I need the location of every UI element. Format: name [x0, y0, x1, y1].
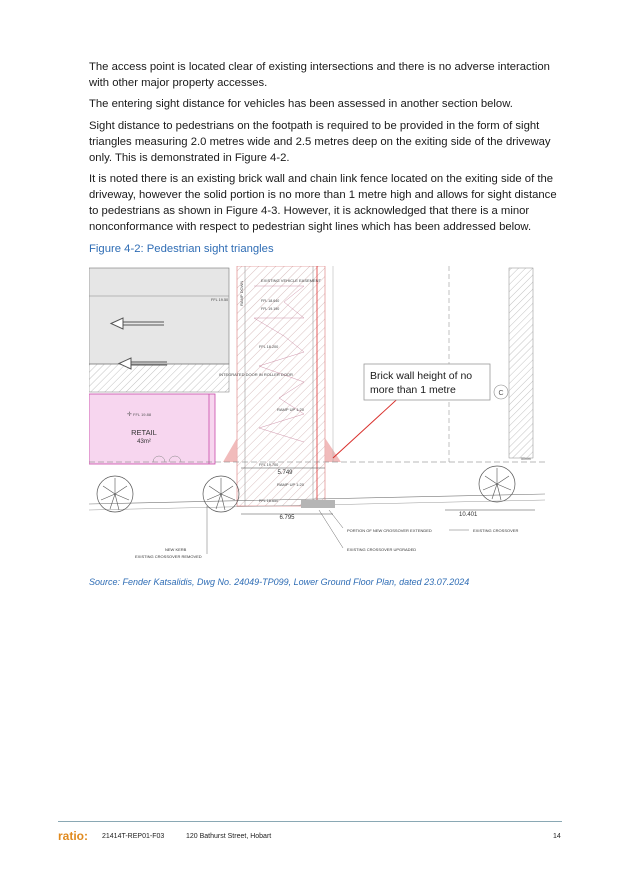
svg-text:✛: ✛ [127, 412, 133, 418]
body-paragraph-2: The entering sight distance for vehicles has been assessed in another section below. [89, 98, 513, 110]
site-plan-drawing [89, 266, 545, 570]
crossover-strip [301, 500, 335, 508]
dimension-5749: 5.749 [277, 470, 293, 476]
body-paragraph-1: The access point is located clear of existing intersections and there is no adverse interaction with other major property accesses. [89, 61, 550, 89]
figure-title: Figure 4-2: Pedestrian sight triangles [89, 243, 274, 255]
document-reference: 21414T-REP01-F03 [102, 833, 165, 840]
existing-upgraded-label: EXISTING CROSSOVER UPGRADED [347, 547, 417, 552]
street-tree-middle [203, 476, 239, 512]
existing-removed-label: EXISTING CROSSOVER REMOVED [135, 554, 202, 559]
callout-text-line-2: more than 1 metre [370, 384, 456, 396]
column-marker-label: C [498, 390, 504, 397]
adjacent-building [509, 268, 533, 458]
level-tag-4: FFL 19.700 [259, 463, 279, 467]
easement-label: EXISTING VEHICLE EASEMENT [261, 278, 322, 283]
new-kerb-label: NEW KERB [165, 547, 187, 552]
level-tag-5: FFL 18.650 [259, 499, 279, 503]
ramp-up-label-2: RAMP UP 1:20 [277, 482, 304, 487]
roller-door-zone [89, 364, 229, 392]
figure-source: Source: Fender Katsalidis, Dwg No. 24049-TP099, Lower Ground Floor Plan, dated 23.07.2024 [89, 577, 470, 587]
retail-label: RETAIL [131, 428, 157, 437]
level-tag-2: FFL 19.50 [211, 298, 229, 302]
level-tag-3: FFL 18.200 [259, 345, 279, 349]
dimension-6795: 6.795 [279, 515, 295, 521]
level-tag-6: FFL 18.640 [261, 299, 280, 303]
footer-divider [58, 821, 562, 822]
street-tree-right [479, 466, 515, 502]
project-address: 120 Bathurst Street, Hobart [186, 833, 272, 840]
level-tag-7: FFL 19.190 [261, 307, 280, 311]
right-tag: 50mm [521, 457, 531, 461]
portion-new-label: PORTION OF NEW CROSSOVER EXTENDED [347, 528, 432, 533]
dimension-10401: 10.401 [459, 512, 478, 518]
street-tree-left [97, 476, 133, 512]
existing-building-block [89, 268, 229, 364]
ramp-up-label-1: RAMP UP 1:20 [277, 407, 304, 412]
integrated-door-label: INTEGRATED DOOR IN ROLLER DOOR [219, 372, 293, 377]
page-number: 14 [553, 833, 561, 840]
company-logo: ratio: [58, 829, 88, 843]
callout-leader-line [333, 392, 405, 458]
existing-crossover-label: EXISTING CROSSOVER [473, 528, 519, 533]
level-tag: FFL 19.88 [133, 412, 152, 417]
callout-text-line-1: Brick wall height of no [370, 370, 473, 382]
site-plan-figure [89, 266, 545, 570]
retail-area-label: 43m² [137, 439, 151, 445]
body-paragraph-3: Sight distance to pedestrians on the footpath is required to be provided in the form of sight triangles measuring 2.0 metres wide and 2.5 metres deep on the exiting side of the driveway only. This is demonstrated in Figure 4-2. [89, 120, 551, 164]
body-paragraph-4: It is noted there is an existing brick wall and chain link fence located on the exiting side of the driveway, however the solid portion is no more than 1 metre high and allows for sight distance to pedestrians as shown in Figure 4-3. However, it is acknowledged that there is a minor nonconformance with respect to pedestrian sight lines which has been addressed below. [89, 173, 557, 233]
sight-triangle-left [223, 438, 237, 462]
ramp-down-label: RAMP DOWN [239, 280, 244, 306]
